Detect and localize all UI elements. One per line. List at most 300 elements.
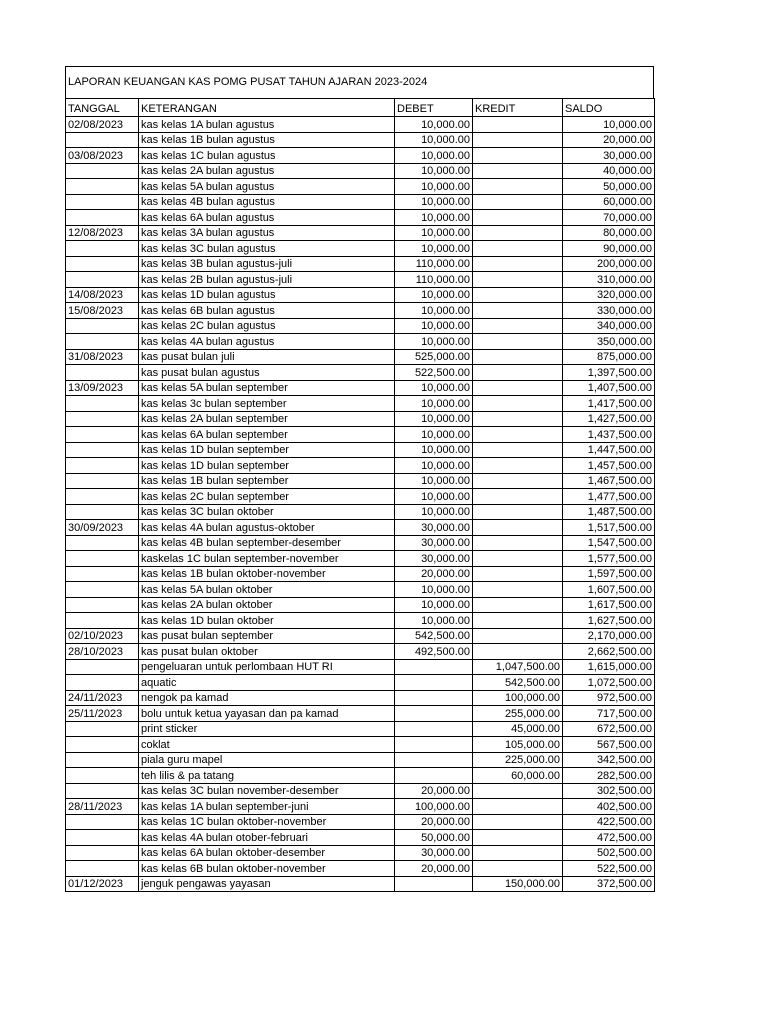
keterangan-cell: kas kelas 4A bulan agustus-oktober bbox=[139, 520, 395, 536]
keterangan-cell: kas kelas 2B bulan agustus-juli bbox=[139, 272, 395, 288]
table-row bbox=[66, 504, 655, 520]
report-sheet bbox=[65, 66, 654, 892]
keterangan-cell: pengeluaran untuk perlombaan HUT RI bbox=[139, 659, 395, 675]
table-row bbox=[66, 334, 655, 350]
table-row bbox=[66, 737, 655, 753]
table-row bbox=[66, 814, 655, 830]
keterangan-cell: kas kelas 6B bulan agustus bbox=[139, 303, 395, 319]
debet-cell: 10,000.00 bbox=[395, 489, 473, 505]
keterangan-cell: kas kelas 4A bulan otober-februari bbox=[139, 830, 395, 846]
debet-cell bbox=[395, 706, 473, 722]
debet-cell: 522,500.00 bbox=[395, 365, 473, 381]
saldo-cell: 302,500.00 bbox=[563, 783, 655, 799]
tanggal-cell: 15/08/2023 bbox=[66, 303, 139, 319]
table-row bbox=[66, 256, 655, 272]
debet-cell: 20,000.00 bbox=[395, 566, 473, 582]
saldo-cell: 30,000.00 bbox=[563, 148, 655, 164]
table-row bbox=[66, 675, 655, 691]
table-row bbox=[66, 427, 655, 443]
tanggal-cell bbox=[66, 396, 139, 412]
table-row bbox=[66, 380, 655, 396]
saldo-cell: 1,597,500.00 bbox=[563, 566, 655, 582]
table-row bbox=[66, 752, 655, 768]
keterangan-cell: kas kelas 6A bulan september bbox=[139, 427, 395, 443]
debet-cell: 10,000.00 bbox=[395, 442, 473, 458]
saldo-cell: 342,500.00 bbox=[563, 752, 655, 768]
table-row bbox=[66, 551, 655, 567]
table-row bbox=[66, 489, 655, 505]
keterangan-cell: kas kelas 1B bulan agustus bbox=[139, 132, 395, 148]
keterangan-cell: kas kelas 1A bulan september-juni bbox=[139, 799, 395, 815]
tanggal-cell: 30/09/2023 bbox=[66, 520, 139, 536]
table-row bbox=[66, 132, 655, 148]
tanggal-cell bbox=[66, 163, 139, 179]
kredit-cell: 100,000.00 bbox=[473, 690, 563, 706]
debet-cell: 10,000.00 bbox=[395, 179, 473, 195]
table-row bbox=[66, 520, 655, 536]
keterangan-cell: kas kelas 2A bulan oktober bbox=[139, 597, 395, 613]
keterangan-cell: kas kelas 3c bulan september bbox=[139, 396, 395, 412]
saldo-cell: 1,457,500.00 bbox=[563, 458, 655, 474]
saldo-cell: 1,407,500.00 bbox=[563, 380, 655, 396]
saldo-cell: 1,467,500.00 bbox=[563, 473, 655, 489]
table-row bbox=[66, 535, 655, 551]
tanggal-cell bbox=[66, 318, 139, 334]
table-row bbox=[66, 861, 655, 877]
tanggal-cell bbox=[66, 613, 139, 629]
debet-cell: 30,000.00 bbox=[395, 520, 473, 536]
debet-cell: 100,000.00 bbox=[395, 799, 473, 815]
saldo-cell: 972,500.00 bbox=[563, 690, 655, 706]
ledger-body bbox=[66, 117, 655, 892]
saldo-cell: 320,000.00 bbox=[563, 287, 655, 303]
saldo-cell: 1,517,500.00 bbox=[563, 520, 655, 536]
saldo-cell: 422,500.00 bbox=[563, 814, 655, 830]
keterangan-cell: piala guru mapel bbox=[139, 752, 395, 768]
kredit-cell bbox=[473, 597, 563, 613]
keterangan-cell: kas kelas 4A bulan agustus bbox=[139, 334, 395, 350]
kredit-cell bbox=[473, 861, 563, 877]
table-row bbox=[66, 225, 655, 241]
header-keterangan: KETERANGAN bbox=[139, 99, 395, 117]
tanggal-cell bbox=[66, 566, 139, 582]
kredit-cell bbox=[473, 349, 563, 365]
tanggal-cell bbox=[66, 535, 139, 551]
table-row bbox=[66, 411, 655, 427]
keterangan-cell: kas pusat bulan juli bbox=[139, 349, 395, 365]
keterangan-cell: nengok pa kamad bbox=[139, 690, 395, 706]
debet-cell: 30,000.00 bbox=[395, 535, 473, 551]
saldo-cell: 340,000.00 bbox=[563, 318, 655, 334]
keterangan-cell: kas pusat bulan september bbox=[139, 628, 395, 644]
header-kredit: KREDIT bbox=[473, 99, 563, 117]
kredit-cell bbox=[473, 117, 563, 133]
keterangan-cell: kas kelas 2A bulan agustus bbox=[139, 163, 395, 179]
debet-cell: 20,000.00 bbox=[395, 861, 473, 877]
debet-cell: 492,500.00 bbox=[395, 644, 473, 660]
tanggal-cell bbox=[66, 659, 139, 675]
debet-cell bbox=[395, 737, 473, 753]
debet-cell: 10,000.00 bbox=[395, 303, 473, 319]
debet-cell: 10,000.00 bbox=[395, 194, 473, 210]
keterangan-cell: kas kelas 6A bulan oktober-desember bbox=[139, 845, 395, 861]
saldo-cell: 2,170,000.00 bbox=[563, 628, 655, 644]
tanggal-cell bbox=[66, 752, 139, 768]
debet-cell: 10,000.00 bbox=[395, 132, 473, 148]
table-row bbox=[66, 163, 655, 179]
kredit-cell bbox=[473, 427, 563, 443]
saldo-cell: 567,500.00 bbox=[563, 737, 655, 753]
kredit-cell bbox=[473, 566, 563, 582]
saldo-cell: 875,000.00 bbox=[563, 349, 655, 365]
saldo-cell: 330,000.00 bbox=[563, 303, 655, 319]
keterangan-cell: kas kelas 3C bulan november-desember bbox=[139, 783, 395, 799]
kredit-cell bbox=[473, 334, 563, 350]
table-row bbox=[66, 365, 655, 381]
debet-cell: 10,000.00 bbox=[395, 225, 473, 241]
debet-cell: 30,000.00 bbox=[395, 551, 473, 567]
tanggal-cell: 02/08/2023 bbox=[66, 117, 139, 133]
keterangan-cell: kas kelas 3C bulan agustus bbox=[139, 241, 395, 257]
tanggal-cell: 02/10/2023 bbox=[66, 628, 139, 644]
debet-cell: 10,000.00 bbox=[395, 163, 473, 179]
saldo-cell: 472,500.00 bbox=[563, 830, 655, 846]
saldo-cell: 372,500.00 bbox=[563, 876, 655, 892]
kredit-cell bbox=[473, 814, 563, 830]
saldo-cell: 80,000.00 bbox=[563, 225, 655, 241]
kredit-cell bbox=[473, 194, 563, 210]
debet-cell: 542,500.00 bbox=[395, 628, 473, 644]
table-row bbox=[66, 830, 655, 846]
tanggal-cell bbox=[66, 179, 139, 195]
kredit-cell bbox=[473, 458, 563, 474]
table-row bbox=[66, 117, 655, 133]
debet-cell bbox=[395, 721, 473, 737]
tanggal-cell bbox=[66, 210, 139, 226]
keterangan-cell: kas pusat bulan oktober bbox=[139, 644, 395, 660]
saldo-cell: 2,662,500.00 bbox=[563, 644, 655, 660]
saldo-cell: 672,500.00 bbox=[563, 721, 655, 737]
debet-cell: 10,000.00 bbox=[395, 597, 473, 613]
tanggal-cell bbox=[66, 411, 139, 427]
table-row bbox=[66, 241, 655, 257]
saldo-cell: 282,500.00 bbox=[563, 768, 655, 784]
tanggal-cell bbox=[66, 582, 139, 598]
saldo-cell: 310,000.00 bbox=[563, 272, 655, 288]
kredit-cell bbox=[473, 628, 563, 644]
tanggal-cell bbox=[66, 721, 139, 737]
tanggal-cell bbox=[66, 597, 139, 613]
tanggal-cell bbox=[66, 675, 139, 691]
kredit-cell bbox=[473, 365, 563, 381]
tanggal-cell bbox=[66, 551, 139, 567]
debet-cell: 110,000.00 bbox=[395, 272, 473, 288]
table-row bbox=[66, 582, 655, 598]
table-row bbox=[66, 597, 655, 613]
saldo-cell: 1,427,500.00 bbox=[563, 411, 655, 427]
tanggal-cell: 03/08/2023 bbox=[66, 148, 139, 164]
keterangan-cell: kas pusat bulan agustus bbox=[139, 365, 395, 381]
saldo-cell: 1,617,500.00 bbox=[563, 597, 655, 613]
debet-cell bbox=[395, 690, 473, 706]
keterangan-cell: kas kelas 1D bulan oktober bbox=[139, 613, 395, 629]
saldo-cell: 1,615,000.00 bbox=[563, 659, 655, 675]
keterangan-cell: kas kelas 1D bulan september bbox=[139, 458, 395, 474]
tanggal-cell bbox=[66, 768, 139, 784]
debet-cell: 10,000.00 bbox=[395, 396, 473, 412]
table-row bbox=[66, 349, 655, 365]
kredit-cell bbox=[473, 783, 563, 799]
keterangan-cell: kas kelas 1A bulan agustus bbox=[139, 117, 395, 133]
debet-cell: 10,000.00 bbox=[395, 318, 473, 334]
tanggal-cell bbox=[66, 783, 139, 799]
debet-cell: 525,000.00 bbox=[395, 349, 473, 365]
debet-cell: 10,000.00 bbox=[395, 241, 473, 257]
tanggal-cell bbox=[66, 504, 139, 520]
tanggal-cell bbox=[66, 256, 139, 272]
debet-cell: 10,000.00 bbox=[395, 504, 473, 520]
ledger-table bbox=[65, 98, 655, 892]
tanggal-cell bbox=[66, 473, 139, 489]
keterangan-cell: kas kelas 3A bulan agustus bbox=[139, 225, 395, 241]
table-row bbox=[66, 783, 655, 799]
kredit-cell bbox=[473, 473, 563, 489]
saldo-cell: 200,000.00 bbox=[563, 256, 655, 272]
tanggal-cell bbox=[66, 442, 139, 458]
kredit-cell bbox=[473, 582, 563, 598]
saldo-cell: 1,487,500.00 bbox=[563, 504, 655, 520]
table-row bbox=[66, 473, 655, 489]
keterangan-cell: kas kelas 5A bulan agustus bbox=[139, 179, 395, 195]
tanggal-cell bbox=[66, 737, 139, 753]
header-tanggal: TANGGAL bbox=[66, 99, 139, 117]
keterangan-cell: kas kelas 2C bulan september bbox=[139, 489, 395, 505]
tanggal-cell: 25/11/2023 bbox=[66, 706, 139, 722]
debet-cell: 10,000.00 bbox=[395, 427, 473, 443]
saldo-cell: 350,000.00 bbox=[563, 334, 655, 350]
table-row bbox=[66, 318, 655, 334]
saldo-cell: 1,547,500.00 bbox=[563, 535, 655, 551]
tanggal-cell bbox=[66, 814, 139, 830]
tanggal-cell bbox=[66, 365, 139, 381]
kredit-cell: 1,047,500.00 bbox=[473, 659, 563, 675]
saldo-cell: 522,500.00 bbox=[563, 861, 655, 877]
table-row bbox=[66, 628, 655, 644]
kredit-cell bbox=[473, 318, 563, 334]
table-row bbox=[66, 272, 655, 288]
keterangan-cell: kas kelas 1B bulan oktober-november bbox=[139, 566, 395, 582]
table-row bbox=[66, 210, 655, 226]
saldo-cell: 1,627,500.00 bbox=[563, 613, 655, 629]
kredit-cell bbox=[473, 845, 563, 861]
debet-cell: 10,000.00 bbox=[395, 380, 473, 396]
keterangan-cell: print sticker bbox=[139, 721, 395, 737]
debet-cell bbox=[395, 768, 473, 784]
saldo-cell: 1,397,500.00 bbox=[563, 365, 655, 381]
table-row bbox=[66, 179, 655, 195]
kredit-cell bbox=[473, 210, 563, 226]
kredit-cell bbox=[473, 535, 563, 551]
saldo-cell: 1,577,500.00 bbox=[563, 551, 655, 567]
kredit-cell bbox=[473, 148, 563, 164]
kredit-cell bbox=[473, 830, 563, 846]
debet-cell: 30,000.00 bbox=[395, 845, 473, 861]
table-row bbox=[66, 613, 655, 629]
debet-cell bbox=[395, 675, 473, 691]
kredit-cell bbox=[473, 442, 563, 458]
debet-cell: 10,000.00 bbox=[395, 148, 473, 164]
kredit-cell bbox=[473, 520, 563, 536]
table-row bbox=[66, 876, 655, 892]
saldo-cell: 50,000.00 bbox=[563, 179, 655, 195]
tanggal-cell bbox=[66, 132, 139, 148]
keterangan-cell: aquatic bbox=[139, 675, 395, 691]
table-row bbox=[66, 458, 655, 474]
debet-cell bbox=[395, 659, 473, 675]
tanggal-cell bbox=[66, 194, 139, 210]
kredit-cell: 60,000.00 bbox=[473, 768, 563, 784]
saldo-cell: 1,477,500.00 bbox=[563, 489, 655, 505]
kredit-cell bbox=[473, 489, 563, 505]
kredit-cell: 105,000.00 bbox=[473, 737, 563, 753]
table-row bbox=[66, 148, 655, 164]
keterangan-cell: jenguk pengawas yayasan bbox=[139, 876, 395, 892]
kredit-cell bbox=[473, 799, 563, 815]
kredit-cell bbox=[473, 551, 563, 567]
keterangan-cell: kas kelas 3B bulan agustus-juli bbox=[139, 256, 395, 272]
kredit-cell bbox=[473, 644, 563, 660]
tanggal-cell: 01/12/2023 bbox=[66, 876, 139, 892]
kredit-cell bbox=[473, 411, 563, 427]
kredit-cell bbox=[473, 163, 563, 179]
debet-cell: 10,000.00 bbox=[395, 210, 473, 226]
debet-cell bbox=[395, 752, 473, 768]
kredit-cell bbox=[473, 613, 563, 629]
keterangan-cell: kas kelas 1D bulan september bbox=[139, 442, 395, 458]
table-row bbox=[66, 644, 655, 660]
keterangan-cell: kas kelas 6B bulan oktober-november bbox=[139, 861, 395, 877]
table-row bbox=[66, 396, 655, 412]
saldo-cell: 717,500.00 bbox=[563, 706, 655, 722]
header-saldo: SALDO bbox=[563, 99, 655, 117]
tanggal-cell: 31/08/2023 bbox=[66, 349, 139, 365]
debet-cell: 10,000.00 bbox=[395, 582, 473, 598]
keterangan-cell: teh lilis & pa tatang bbox=[139, 768, 395, 784]
table-row bbox=[66, 799, 655, 815]
keterangan-cell: kas kelas 1C bulan agustus bbox=[139, 148, 395, 164]
tanggal-cell: 14/08/2023 bbox=[66, 287, 139, 303]
keterangan-cell: kas kelas 2A bulan september bbox=[139, 411, 395, 427]
keterangan-cell: kas kelas 6A bulan agustus bbox=[139, 210, 395, 226]
tanggal-cell bbox=[66, 861, 139, 877]
kredit-cell: 45,000.00 bbox=[473, 721, 563, 737]
kredit-cell: 542,500.00 bbox=[473, 675, 563, 691]
tanggal-cell: 28/10/2023 bbox=[66, 644, 139, 660]
tanggal-cell: 24/11/2023 bbox=[66, 690, 139, 706]
tanggal-cell bbox=[66, 845, 139, 861]
kredit-cell bbox=[473, 132, 563, 148]
kredit-cell bbox=[473, 241, 563, 257]
keterangan-cell: kas kelas 1B bulan september bbox=[139, 473, 395, 489]
debet-cell: 10,000.00 bbox=[395, 473, 473, 489]
debet-cell: 10,000.00 bbox=[395, 334, 473, 350]
debet-cell: 50,000.00 bbox=[395, 830, 473, 846]
debet-cell: 20,000.00 bbox=[395, 814, 473, 830]
keterangan-cell: kas kelas 5A bulan september bbox=[139, 380, 395, 396]
saldo-cell: 1,437,500.00 bbox=[563, 427, 655, 443]
debet-cell bbox=[395, 876, 473, 892]
saldo-cell: 70,000.00 bbox=[563, 210, 655, 226]
tanggal-cell: 12/08/2023 bbox=[66, 225, 139, 241]
table-row bbox=[66, 706, 655, 722]
table-row bbox=[66, 287, 655, 303]
kredit-cell bbox=[473, 256, 563, 272]
debet-cell: 10,000.00 bbox=[395, 613, 473, 629]
tanggal-cell bbox=[66, 489, 139, 505]
tanggal-cell: 28/11/2023 bbox=[66, 799, 139, 815]
table-row bbox=[66, 659, 655, 675]
table-row bbox=[66, 442, 655, 458]
debet-cell: 20,000.00 bbox=[395, 783, 473, 799]
table-row bbox=[66, 768, 655, 784]
table-row bbox=[66, 303, 655, 319]
tanggal-cell: 13/09/2023 bbox=[66, 380, 139, 396]
table-row bbox=[66, 566, 655, 582]
saldo-cell: 1,607,500.00 bbox=[563, 582, 655, 598]
debet-cell: 10,000.00 bbox=[395, 287, 473, 303]
tanggal-cell bbox=[66, 458, 139, 474]
tanggal-cell bbox=[66, 241, 139, 257]
keterangan-cell: kas kelas 3C bulan oktober bbox=[139, 504, 395, 520]
debet-cell: 110,000.00 bbox=[395, 256, 473, 272]
saldo-cell: 1,417,500.00 bbox=[563, 396, 655, 412]
header-debet: DEBET bbox=[395, 99, 473, 117]
table-row bbox=[66, 194, 655, 210]
debet-cell: 10,000.00 bbox=[395, 458, 473, 474]
kredit-cell: 150,000.00 bbox=[473, 876, 563, 892]
kredit-cell: 225,000.00 bbox=[473, 752, 563, 768]
keterangan-cell: kaskelas 1C bulan september-november bbox=[139, 551, 395, 567]
tanggal-cell bbox=[66, 830, 139, 846]
keterangan-cell: coklat bbox=[139, 737, 395, 753]
keterangan-cell: bolu untuk ketua yayasan dan pa kamad bbox=[139, 706, 395, 722]
saldo-cell: 402,500.00 bbox=[563, 799, 655, 815]
saldo-cell: 40,000.00 bbox=[563, 163, 655, 179]
report-title: LAPORAN KEUANGAN KAS POMG PUSAT TAHUN AJARAN 2023-2024 bbox=[65, 66, 654, 98]
table-row bbox=[66, 845, 655, 861]
kredit-cell bbox=[473, 179, 563, 195]
keterangan-cell: kas kelas 4B bulan agustus bbox=[139, 194, 395, 210]
debet-cell: 10,000.00 bbox=[395, 117, 473, 133]
header-row bbox=[66, 99, 655, 117]
saldo-cell: 60,000.00 bbox=[563, 194, 655, 210]
tanggal-cell bbox=[66, 334, 139, 350]
kredit-cell bbox=[473, 272, 563, 288]
keterangan-cell: kas kelas 5A bulan oktober bbox=[139, 582, 395, 598]
keterangan-cell: kas kelas 1D bulan agustus bbox=[139, 287, 395, 303]
saldo-cell: 20,000.00 bbox=[563, 132, 655, 148]
saldo-cell: 502,500.00 bbox=[563, 845, 655, 861]
saldo-cell: 10,000.00 bbox=[563, 117, 655, 133]
table-row bbox=[66, 721, 655, 737]
kredit-cell bbox=[473, 504, 563, 520]
kredit-cell bbox=[473, 396, 563, 412]
kredit-cell bbox=[473, 225, 563, 241]
table-row bbox=[66, 690, 655, 706]
keterangan-cell: kas kelas 2C bulan agustus bbox=[139, 318, 395, 334]
keterangan-cell: kas kelas 4B bulan september-desember bbox=[139, 535, 395, 551]
kredit-cell bbox=[473, 303, 563, 319]
